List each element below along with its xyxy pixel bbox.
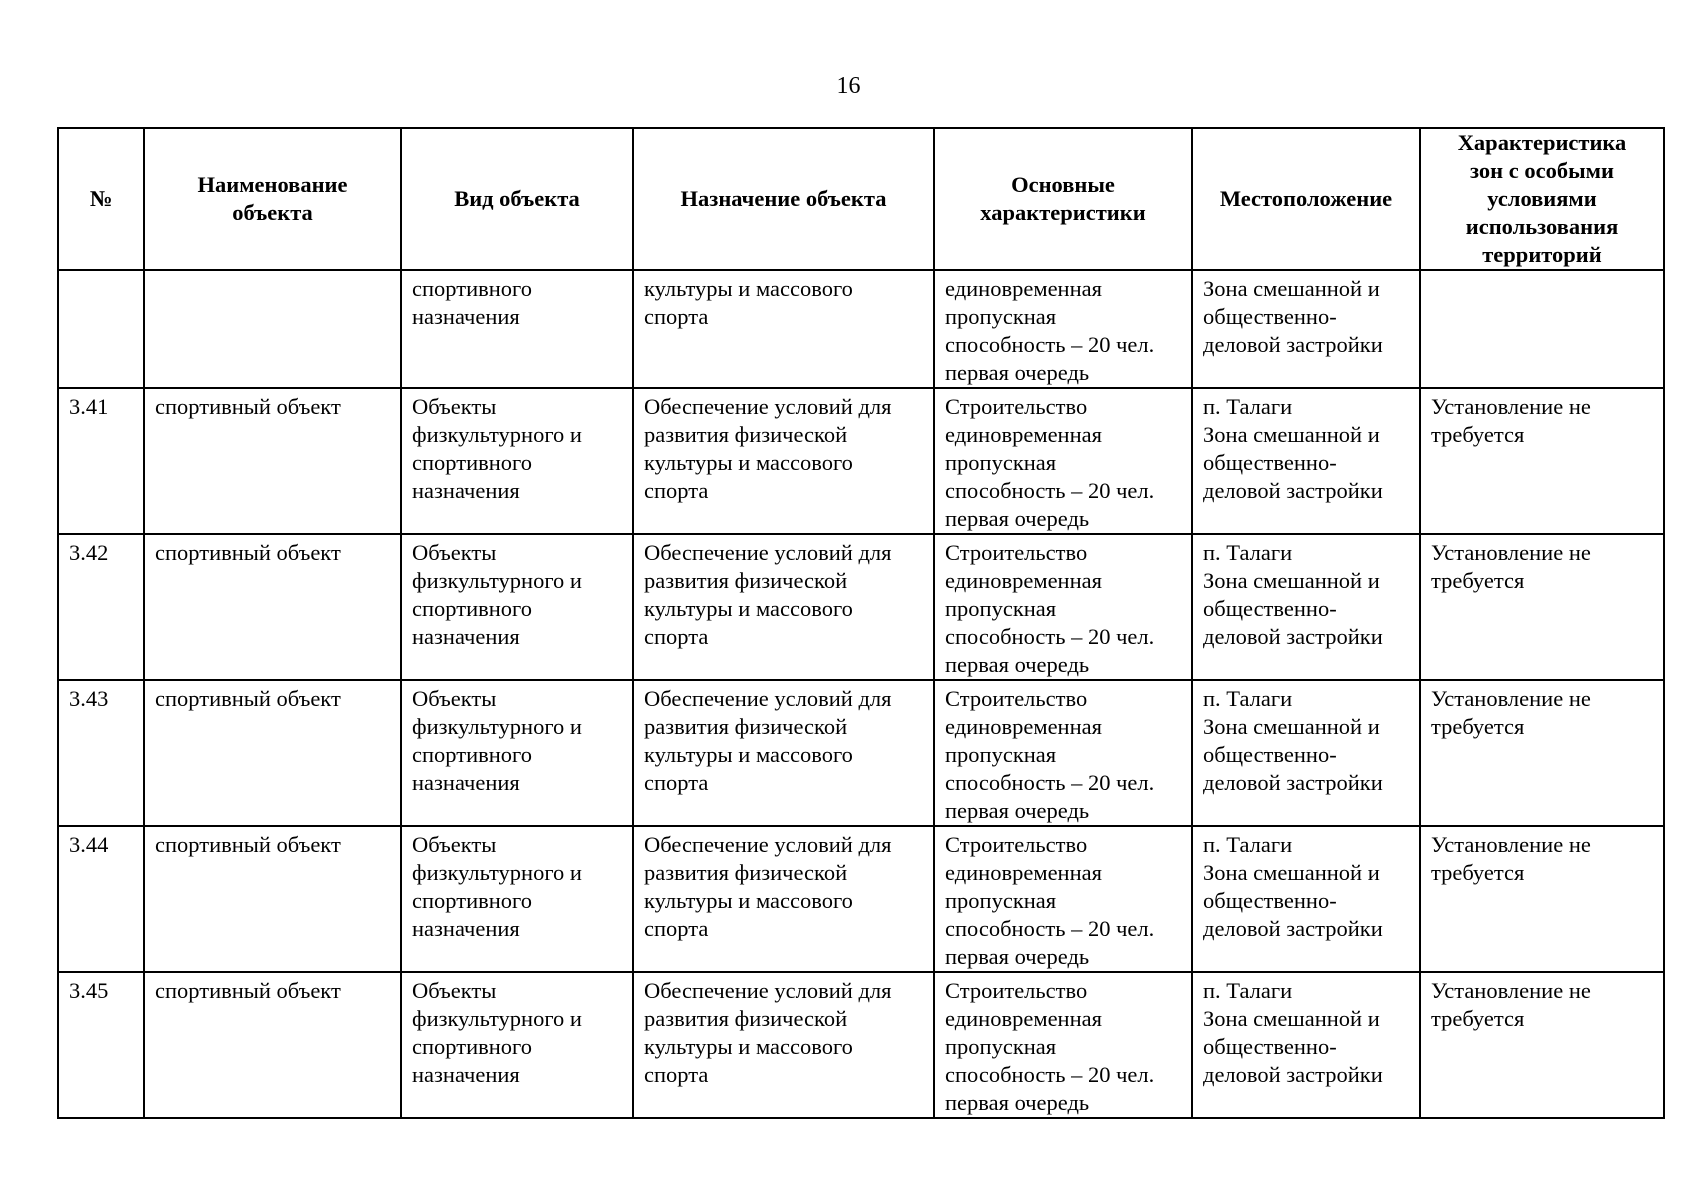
cell-line: Обеспечение условий для [644,394,892,419]
cell-line: спорта [644,478,709,503]
header-cell-purpose [633,128,934,270]
cell-line: Зона смешанной и [1203,1006,1380,1031]
cell-specs [934,534,1192,680]
table-row [58,826,1664,972]
cell-zones [1420,972,1664,1118]
cell-line: Зона смешанной и [1203,276,1380,301]
cell-line: первая очередь [945,944,1090,969]
cell-line: единовременная [945,860,1102,885]
header-line: № [89,186,113,211]
cell-line: спортивный объект [155,540,341,565]
cell-line: первая очередь [945,360,1090,385]
cell-line: пропускная [945,742,1057,767]
cell-specs [934,270,1192,388]
cell-line: Обеспечение условий для [644,540,892,565]
cell-line: культуры и массового [644,276,853,301]
cell-location [1192,972,1420,1118]
cell-line: спорта [644,1062,709,1087]
cell-specs [934,826,1192,972]
cell-line: единовременная [945,568,1102,593]
header-line: зон с особыми [1470,158,1614,183]
header-line: Основные [1011,172,1115,197]
cell-zones [1420,826,1664,972]
cell-line: способность – 20 чел. [945,478,1155,503]
cell-line: способность – 20 чел. [945,624,1155,649]
cell-line: спортивного [412,596,532,621]
cell-line: деловой застройки [1203,332,1383,357]
cell-line: деловой застройки [1203,478,1383,503]
cell-location [1192,826,1420,972]
cell-line: назначения [412,624,520,649]
cell-line: деловой застройки [1203,624,1383,649]
header-line: объекта [232,200,313,225]
cell-line: пропускная [945,304,1057,329]
cell-line: деловой застройки [1203,770,1383,795]
header-line: Назначение объекта [680,186,887,211]
objects-table [57,127,1665,1119]
cell-purpose [633,826,934,972]
cell-specs [934,680,1192,826]
cell-kind [401,534,633,680]
cell-line: Объекты [412,832,497,857]
cell-line: культуры и массового [644,742,853,767]
cell-line: физкультурного и [412,422,582,447]
cell-line: п. Талаги [1203,540,1293,565]
cell-line: Объекты [412,394,497,419]
cell-line: культуры и массового [644,1034,853,1059]
cell-line: Объекты [412,686,497,711]
cell-line: п. Талаги [1203,978,1293,1003]
cell-zones [1420,680,1664,826]
cell-line: пропускная [945,450,1057,475]
cell-name [144,534,401,680]
cell-line: деловой застройки [1203,916,1383,941]
cell-name [144,388,401,534]
cell-line: единовременная [945,714,1102,739]
cell-line: единовременная [945,422,1102,447]
cell-location [1192,388,1420,534]
cell-line: Обеспечение условий для [644,832,892,857]
cell-line: Строительство [945,832,1088,857]
cell-line: развития физической [644,568,848,593]
cell-line: физкультурного и [412,714,582,739]
header-cell-location [1192,128,1420,270]
cell-line: первая очередь [945,506,1090,531]
cell-num [58,680,144,826]
cell-line: п. Талаги [1203,686,1293,711]
table-row [58,680,1664,826]
cell-specs [934,388,1192,534]
cell-line: первая очередь [945,1090,1090,1115]
cell-line: спортивного [412,450,532,475]
cell-purpose [633,388,934,534]
cell-name [144,270,401,388]
cell-line: Установление не [1431,394,1591,419]
header-line: Наименование [197,172,348,197]
cell-line: Строительство [945,394,1088,419]
cell-line: общественно- [1203,450,1337,475]
cell-line: требуется [1431,568,1525,593]
cell-line: пропускная [945,888,1057,913]
cell-zones [1420,270,1664,388]
cell-kind [401,680,633,826]
cell-line: Установление не [1431,686,1591,711]
cell-purpose [633,972,934,1118]
cell-line: назначения [412,304,520,329]
cell-line: спортивного [412,276,532,301]
cell-name [144,972,401,1118]
cell-kind [401,972,633,1118]
cell-specs [934,972,1192,1118]
cell-location [1192,534,1420,680]
cell-line: назначения [412,916,520,941]
cell-line: общественно- [1203,304,1337,329]
cell-num [58,388,144,534]
cell-line: культуры и массового [644,596,853,621]
cell-line: единовременная [945,276,1102,301]
cell-line: Установление не [1431,978,1591,1003]
cell-line: спорта [644,624,709,649]
cell-kind [401,270,633,388]
cell-line: Строительство [945,978,1088,1003]
cell-line: требуется [1431,714,1525,739]
cell-line: развития физической [644,1006,848,1031]
cell-line: первая очередь [945,652,1090,677]
cell-line: п. Талаги [1203,832,1293,857]
cell-line: спортивный объект [155,832,341,857]
header-cell-num [58,128,144,270]
cell-line: Строительство [945,686,1088,711]
cell-line: 3.43 [69,686,109,711]
cell-line: спортивного [412,888,532,913]
cell-kind [401,388,633,534]
cell-line: развития физической [644,422,848,447]
header-line: территорий [1482,242,1602,267]
cell-num [58,972,144,1118]
cell-purpose [633,270,934,388]
cell-line: 3.45 [69,978,109,1003]
cell-line: Установление не [1431,540,1591,565]
header-line: характеристики [980,200,1146,225]
cell-line: деловой застройки [1203,1062,1383,1087]
header-cell-name [144,128,401,270]
cell-line: п. Талаги [1203,394,1293,419]
cell-line: общественно- [1203,1034,1337,1059]
cell-line: общественно- [1203,888,1337,913]
cell-line: пропускная [945,596,1057,621]
header-cell-zones [1420,128,1664,270]
cell-line: способность – 20 чел. [945,332,1155,357]
cell-kind [401,826,633,972]
cell-num [58,826,144,972]
cell-line: Зона смешанной и [1203,568,1380,593]
cell-line: назначения [412,1062,520,1087]
cell-line: общественно- [1203,596,1337,621]
cell-zones [1420,534,1664,680]
cell-line: спортивный объект [155,978,341,1003]
table-header-row [58,128,1664,270]
header-line: условиями [1487,186,1597,211]
cell-line: общественно- [1203,742,1337,767]
cell-line: культуры и массового [644,450,853,475]
table-row-continuation [58,270,1664,388]
cell-name [144,826,401,972]
cell-purpose [633,680,934,826]
cell-line: единовременная [945,1006,1102,1031]
cell-line: назначения [412,770,520,795]
table-row [58,534,1664,680]
cell-line: спорта [644,770,709,795]
cell-line: пропускная [945,1034,1057,1059]
cell-zones [1420,388,1664,534]
cell-location [1192,270,1420,388]
cell-line: спортивный объект [155,686,341,711]
table-row [58,972,1664,1118]
cell-line: Зона смешанной и [1203,860,1380,885]
cell-line: культуры и массового [644,888,853,913]
cell-line: Строительство [945,540,1088,565]
header-cell-kind [401,128,633,270]
cell-line: Установление не [1431,832,1591,857]
cell-line: требуется [1431,1006,1525,1031]
cell-line: требуется [1431,860,1525,885]
table-row [58,388,1664,534]
cell-line: 3.44 [69,832,109,857]
header-line: Вид объекта [454,186,580,211]
cell-line: Зона смешанной и [1203,422,1380,447]
cell-line: Объекты [412,978,497,1003]
cell-line: требуется [1431,422,1525,447]
page-number: 16 [836,73,861,99]
cell-line: спорта [644,916,709,941]
cell-num [58,534,144,680]
cell-purpose [633,534,934,680]
cell-line: Объекты [412,540,497,565]
cell-line: физкультурного и [412,860,582,885]
cell-line: Обеспечение условий для [644,978,892,1003]
cell-line: спорта [644,304,709,329]
cell-line: физкультурного и [412,1006,582,1031]
cell-location [1192,680,1420,826]
cell-line: способность – 20 чел. [945,1062,1155,1087]
cell-line: развития физической [644,860,848,885]
cell-num [58,270,144,388]
cell-line: 3.41 [69,394,109,419]
header-line: Характеристика [1457,130,1627,155]
header-line: использования [1465,214,1619,239]
cell-line: спортивный объект [155,394,341,419]
cell-line: развития физической [644,714,848,739]
cell-line: спортивного [412,742,532,767]
cell-line: первая очередь [945,798,1090,823]
cell-line: физкультурного и [412,568,582,593]
header-line: Местоположение [1219,186,1393,211]
cell-line: способность – 20 чел. [945,916,1155,941]
header-cell-specs [934,128,1192,270]
cell-line: Обеспечение условий для [644,686,892,711]
cell-line: назначения [412,478,520,503]
cell-line: 3.42 [69,540,109,565]
cell-name [144,680,401,826]
cell-line: спортивного [412,1034,532,1059]
cell-line: способность – 20 чел. [945,770,1155,795]
cell-line: Зона смешанной и [1203,714,1380,739]
